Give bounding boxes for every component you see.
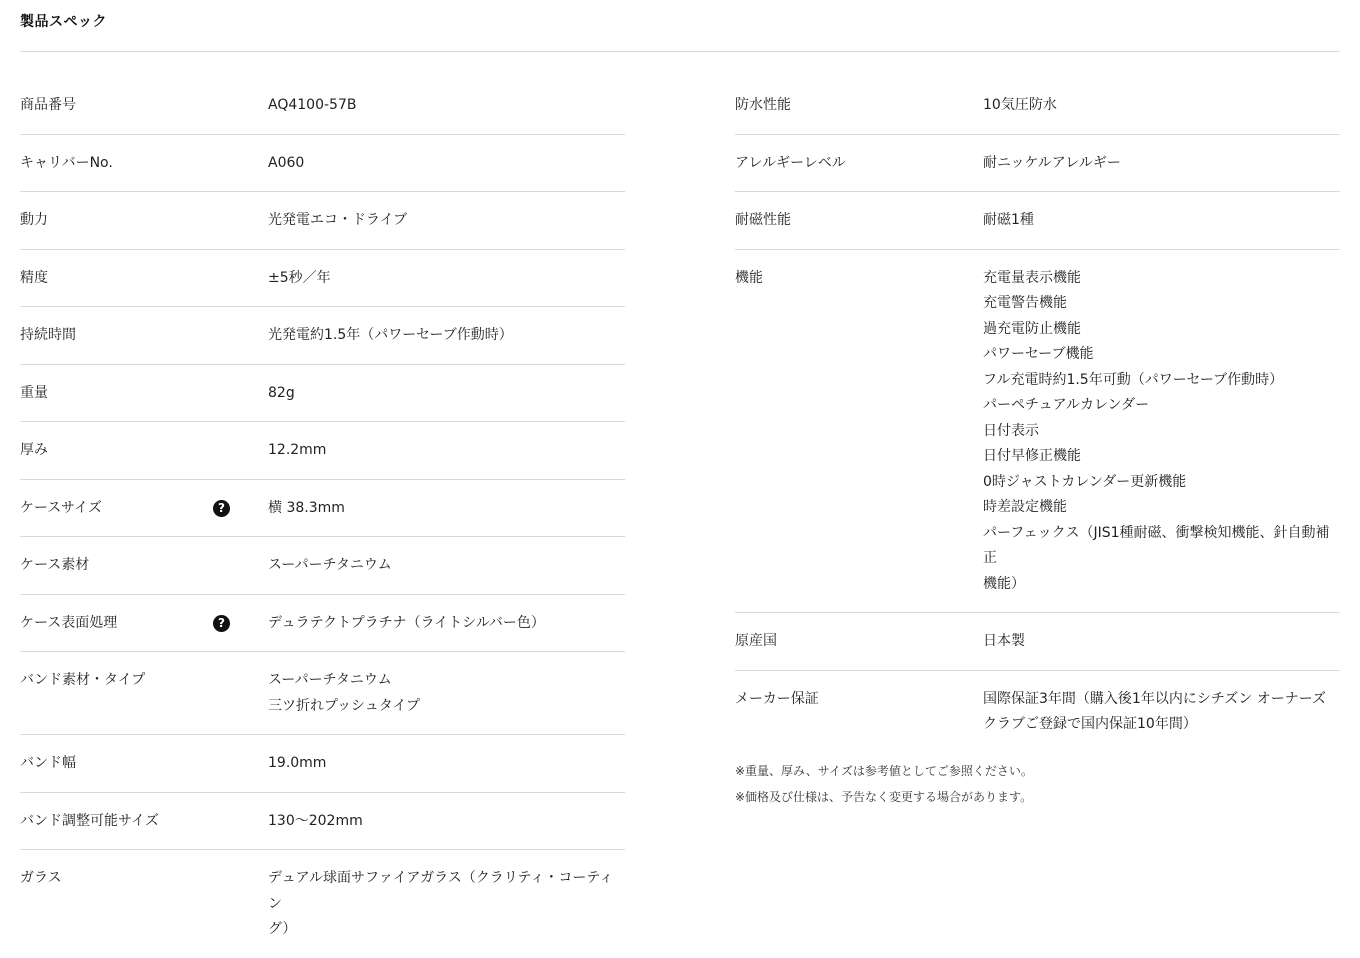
spec-value-line: 0時ジャストカレンダー更新機能 <box>983 473 1187 490</box>
help-icon[interactable]: ? <box>213 615 230 632</box>
spec-table-left <box>20 77 625 958</box>
spec-label-text: ケース表面処理 <box>20 614 118 631</box>
spec-table-right <box>735 77 1340 753</box>
spec-row <box>20 192 625 250</box>
spec-value-line: 三ツ折れプッシュタイプ <box>268 697 421 714</box>
spec-label-text: 防水性能 <box>735 97 791 113</box>
note-dimensions: ※重量、厚み、サイズは参考値としてご参照ください。 <box>735 764 1033 778</box>
spec-label-text: ケースサイズ <box>20 499 102 516</box>
spec-value-line: 機能） <box>983 575 1025 592</box>
spec-label <box>20 866 268 892</box>
spec-label <box>735 208 983 234</box>
spec-value-line: 国際保証3年間（購入後1年以内にシチズン オーナーズ <box>983 690 1327 707</box>
spec-value-line: AQ4100-57B <box>268 97 357 113</box>
spec-value <box>268 496 625 522</box>
spec-value-line: パーペチュアルカレンダー <box>983 397 1150 413</box>
spec-header <box>20 0 1340 52</box>
spec-label <box>20 266 268 292</box>
spec-value-line: 日付表示 <box>983 422 1039 439</box>
spec-row <box>20 735 625 793</box>
spec-value <box>983 266 1340 598</box>
spec-label <box>20 381 268 407</box>
spec-value-line: 82g <box>268 384 295 401</box>
spec-notes <box>735 758 1033 810</box>
spec-value-line: 充電量表示機能 <box>983 269 1081 286</box>
spec-value <box>268 553 625 579</box>
spec-row <box>20 365 625 423</box>
spec-value-line: 19.0mm <box>268 755 327 771</box>
spec-value <box>268 668 625 719</box>
spec-label <box>20 668 268 694</box>
spec-row <box>20 850 625 958</box>
spec-row <box>20 537 625 595</box>
spec-value-line: 耐ニッケルアレルギー <box>983 154 1121 171</box>
spec-label-text: バンド調整可能サイズ <box>20 812 159 829</box>
spec-label-text: メーカー保証 <box>735 690 819 707</box>
spec-value-line: スーパーチタニウム <box>268 557 392 573</box>
spec-row <box>20 793 625 851</box>
spec-value <box>268 208 625 234</box>
spec-value <box>268 438 625 464</box>
spec-row <box>735 671 1340 753</box>
spec-label <box>20 751 268 777</box>
spec-row <box>735 192 1340 250</box>
spec-value-line: 過充電防止機能 <box>983 320 1081 337</box>
spec-row <box>20 422 625 480</box>
spec-value-line: 光発電エコ・ドライブ <box>268 212 408 228</box>
spec-value <box>268 266 625 292</box>
spec-value <box>983 208 1340 234</box>
spec-value-line: 日付早修正機能 <box>983 448 1081 464</box>
spec-label-text: バンド幅 <box>20 755 76 771</box>
spec-value-line: クラブご登録で国内保証10年間） <box>983 716 1197 732</box>
help-icon[interactable]: ? <box>213 500 230 517</box>
spec-value-line: スーパーチタニウム <box>268 672 392 688</box>
spec-value-line: A060 <box>268 154 305 171</box>
spec-value <box>268 323 625 349</box>
spec-label-text: 動力 <box>20 212 48 228</box>
spec-label-text: 商品番号 <box>20 97 76 113</box>
spec-row <box>735 250 1340 614</box>
spec-row <box>735 77 1340 135</box>
spec-value <box>268 809 625 835</box>
spec-label <box>735 687 983 713</box>
spec-label <box>20 611 268 637</box>
spec-row <box>20 135 625 193</box>
spec-label <box>20 323 268 349</box>
spec-label <box>20 151 268 177</box>
spec-value-line: グ） <box>268 921 297 937</box>
spec-value <box>268 611 625 637</box>
spec-label <box>735 266 983 292</box>
spec-row <box>20 77 625 135</box>
spec-value-line: デュラテクトプラチナ（ライトシルバー色） <box>268 614 545 631</box>
spec-value-line: 時差設定機能 <box>983 499 1067 515</box>
spec-row <box>20 652 625 735</box>
spec-label-text: ガラス <box>20 870 62 886</box>
spec-value-line: 横 38.3mm <box>268 499 345 516</box>
spec-value-line: デュアル球面サファイアガラス（クラリティ・コーティン <box>268 870 614 912</box>
spec-value-line: 耐磁1種 <box>983 212 1034 228</box>
spec-label <box>20 208 268 234</box>
spec-label <box>20 553 268 579</box>
spec-row <box>20 307 625 365</box>
spec-value-line: フル充電時約1.5年可動（パワーセーブ作動時） <box>983 371 1284 388</box>
page-title: 製品スペック <box>20 14 107 30</box>
spec-value <box>983 687 1340 738</box>
spec-label-text: 持続時間 <box>20 327 76 343</box>
spec-label <box>20 496 268 522</box>
spec-value <box>268 151 625 177</box>
spec-value <box>268 751 625 777</box>
spec-value <box>268 381 625 407</box>
spec-value-line: ±5秒／年 <box>268 269 331 286</box>
spec-value-line: 日本製 <box>983 633 1025 649</box>
spec-label-text: バンド素材・タイプ <box>20 672 146 688</box>
note-price-change: ※価格及び仕様は、予告なく変更する場合があります。 <box>735 790 1033 804</box>
spec-label <box>20 809 268 835</box>
spec-value-line: パワーセーブ機能 <box>983 346 1094 362</box>
spec-label-text: アレルギーレベル <box>735 154 846 171</box>
spec-value-line: 10気圧防水 <box>983 97 1057 113</box>
spec-value-line: 光発電約1.5年（パワーセーブ作動時） <box>268 327 513 343</box>
spec-value-line: 12.2mm <box>268 442 327 458</box>
spec-row <box>20 250 625 308</box>
spec-label <box>735 629 983 655</box>
spec-label-text: 耐磁性能 <box>735 212 791 228</box>
spec-row <box>735 135 1340 193</box>
spec-label <box>20 93 268 119</box>
spec-label-text: 精度 <box>20 269 48 286</box>
spec-row <box>735 613 1340 671</box>
spec-label-text: 重量 <box>20 384 48 401</box>
spec-label-text: キャリバーNo. <box>20 154 113 171</box>
spec-value <box>983 93 1340 119</box>
spec-value <box>983 629 1340 655</box>
spec-row <box>20 595 625 653</box>
spec-label-text: ケース素材 <box>20 557 90 573</box>
spec-label <box>735 151 983 177</box>
spec-label-text: 機能 <box>735 269 763 286</box>
spec-value-line: パーフェックス（JIS1種耐磁、衝撃検知機能、針自動補正 <box>983 524 1330 566</box>
spec-value <box>268 93 625 119</box>
spec-row <box>20 480 625 538</box>
spec-value <box>983 151 1340 177</box>
spec-value-line: 充電警告機能 <box>983 295 1067 311</box>
spec-label <box>20 438 268 464</box>
spec-label-text: 厚み <box>20 442 48 458</box>
spec-value <box>268 866 625 943</box>
spec-value-line: 130〜202mm <box>268 812 363 829</box>
spec-label <box>735 93 983 119</box>
spec-label-text: 原産国 <box>735 633 777 649</box>
